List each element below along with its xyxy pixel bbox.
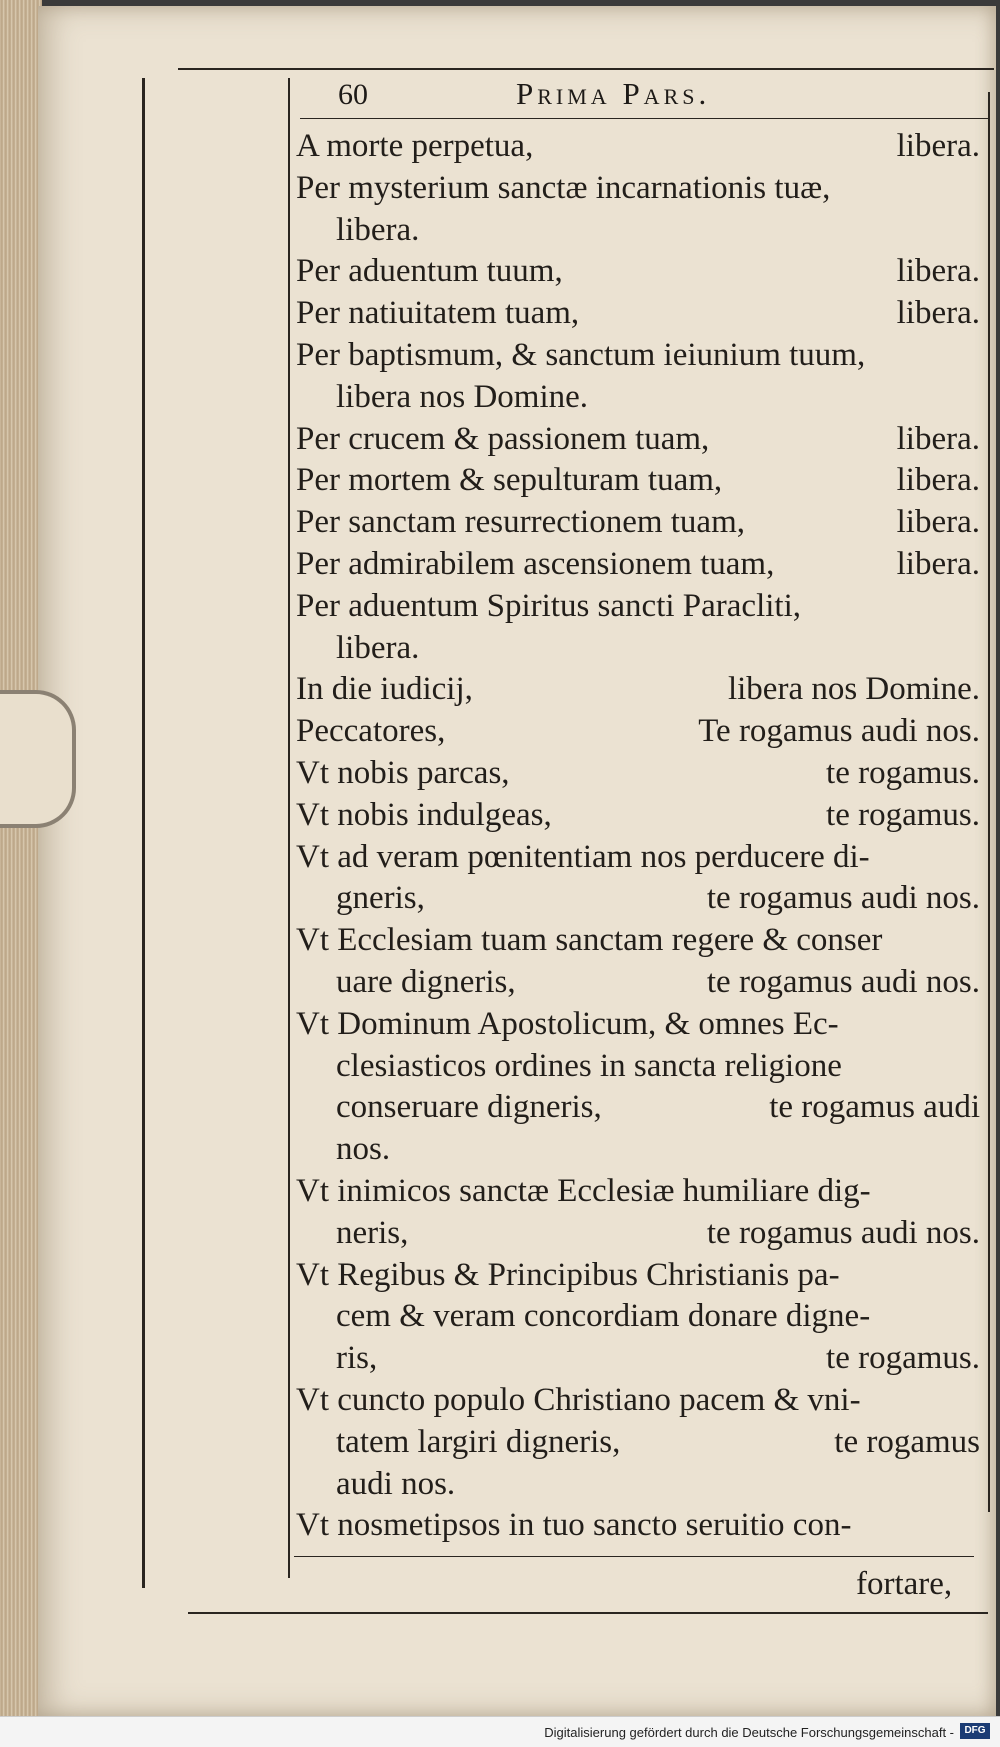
text-line	[296, 1380, 980, 1422]
text-line	[296, 293, 980, 335]
text-line-main: Per admirabilem ascensionem tuam,	[296, 545, 775, 582]
text-line-main: In die iudicij,	[296, 671, 473, 708]
text-line-main: Vt cuncto populo Christiano pacem & vni-	[296, 1381, 861, 1418]
catchword: fortare,	[856, 1566, 953, 1602]
text-line	[296, 544, 980, 586]
text-line-main: Peccatores,	[296, 713, 446, 750]
text-line	[296, 628, 980, 670]
text-line	[296, 920, 980, 962]
text-line	[296, 753, 980, 795]
text-line-response: te rogamus audi	[769, 1089, 980, 1126]
text-line-main: tatem largiri digneris,	[336, 1423, 621, 1460]
text-line-response: te rogamus	[834, 1423, 980, 1460]
text-line-main: Per mysterium sanctæ incarnationis tuæ,	[296, 169, 831, 206]
text-line-main: cem & veram concordiam donare digne-	[336, 1298, 871, 1335]
text-line-main: Vt inimicos sanctæ Ecclesiæ humiliare dig-	[296, 1172, 871, 1209]
book-page-edges	[0, 0, 42, 1746]
text-line-main: Vt nosmetipsos in tuo sancto seruitio con-	[296, 1507, 852, 1544]
text-line-main: neris,	[336, 1214, 409, 1251]
text-line	[296, 1422, 980, 1464]
text-line	[296, 335, 980, 377]
text-line	[296, 1505, 980, 1547]
text-line-main: ris,	[336, 1340, 378, 1377]
text-line-response: te rogamus.	[826, 796, 980, 833]
text-line	[296, 1087, 980, 1129]
text-line-main: conseruare digneris,	[336, 1089, 602, 1126]
text-line-main: libera.	[336, 211, 420, 248]
text-line	[296, 1004, 980, 1046]
text-line-main: clesiasticos ordines in sancta religione	[336, 1047, 842, 1084]
text-line-main: Per baptismum, & sanctum ieiunium tuum,	[296, 336, 866, 373]
text-line-main: audi nos.	[336, 1465, 456, 1502]
frame-inner-left-rule	[288, 78, 290, 1578]
text-line	[296, 586, 980, 628]
text-line	[296, 502, 980, 544]
litany-text	[296, 126, 980, 1547]
text-line-response: te rogamus.	[826, 754, 980, 791]
text-line	[296, 251, 980, 293]
text-line	[296, 377, 980, 419]
page-number: 60	[338, 78, 368, 111]
text-line	[296, 126, 980, 168]
text-line	[296, 1296, 980, 1338]
text-line-response: te rogamus.	[826, 1340, 980, 1377]
text-line-main: Vt nobis indulgeas,	[296, 796, 552, 833]
text-line-main: Per crucem & passionem tuam,	[296, 420, 710, 457]
frame-top-rule	[178, 68, 994, 70]
text-line-main: Vt Regibus & Principibus Christianis pa-	[296, 1256, 840, 1293]
frame-bottom-rule	[188, 1612, 988, 1614]
text-line	[296, 711, 980, 753]
text-line-response: libera.	[896, 462, 980, 499]
text-line-main: nos.	[336, 1131, 391, 1168]
book-clasp	[0, 690, 76, 828]
text-bottom-rule	[294, 1556, 974, 1557]
text-line-response: libera nos Domine.	[727, 671, 980, 708]
text-line-response: libera.	[896, 504, 980, 541]
text-line	[296, 837, 980, 879]
header-rule	[300, 118, 988, 119]
text-line-response: Te rogamus audi nos.	[698, 713, 980, 750]
text-line-main: uare digneris,	[336, 963, 516, 1000]
text-line	[296, 210, 980, 252]
text-line-main: Per natiuitatem tuam,	[296, 295, 580, 332]
text-line-response: libera.	[896, 545, 980, 582]
text-line-response: te rogamus audi nos.	[706, 963, 980, 1000]
text-line-main: gneris,	[336, 880, 425, 917]
text-line-response: libera.	[896, 420, 980, 457]
frame-left-rule	[142, 78, 145, 1588]
text-line-main: Per aduentum tuum,	[296, 253, 563, 290]
text-line-response: libera.	[896, 253, 980, 290]
text-line-main: libera nos Domine.	[336, 378, 589, 415]
text-line	[296, 1046, 980, 1088]
text-line	[296, 168, 980, 210]
text-line	[296, 1338, 980, 1380]
text-line-main: Per sanctam resurrectionem tuam,	[296, 504, 745, 541]
text-line	[296, 1255, 980, 1297]
frame-right-rule	[988, 92, 990, 1512]
funding-note: Digitalisierung gefördert durch die Deutsche Forschungsgemeinschaft -	[544, 1725, 954, 1740]
text-line-main: Vt Ecclesiam tuam sanctam regere & conser	[296, 922, 883, 959]
dfg-logo: DFG	[960, 1723, 990, 1739]
text-line-response: libera.	[896, 295, 980, 332]
text-line-response: te rogamus audi nos.	[706, 880, 980, 917]
text-line-main: libera.	[336, 629, 420, 666]
text-line-main: A morte perpetua,	[296, 128, 534, 164]
footer-strip	[0, 1716, 1000, 1747]
text-line-main: Per mortem & sepulturam tuam,	[296, 462, 723, 499]
text-line	[296, 1213, 980, 1255]
text-line-main: Vt Dominum Apostolicum, & omnes Ec-	[296, 1005, 839, 1042]
text-line-main: Per aduentum Spiritus sancti Paracliti,	[296, 587, 801, 624]
text-line	[296, 669, 980, 711]
text-line	[296, 1129, 980, 1171]
text-line	[296, 962, 980, 1004]
text-line-response: te rogamus audi nos.	[706, 1214, 980, 1251]
text-line	[296, 878, 980, 920]
text-line-main: Vt ad veram pœnitentiam nos perducere di-	[296, 838, 870, 875]
text-line	[296, 1464, 980, 1506]
running-head: Prima Pars.	[516, 76, 711, 111]
text-line	[296, 1171, 980, 1213]
text-line	[296, 795, 980, 837]
text-line-response: libera.	[896, 128, 980, 164]
text-line-main: Vt nobis parcas,	[296, 754, 510, 791]
text-line	[296, 460, 980, 502]
text-line	[296, 419, 980, 461]
